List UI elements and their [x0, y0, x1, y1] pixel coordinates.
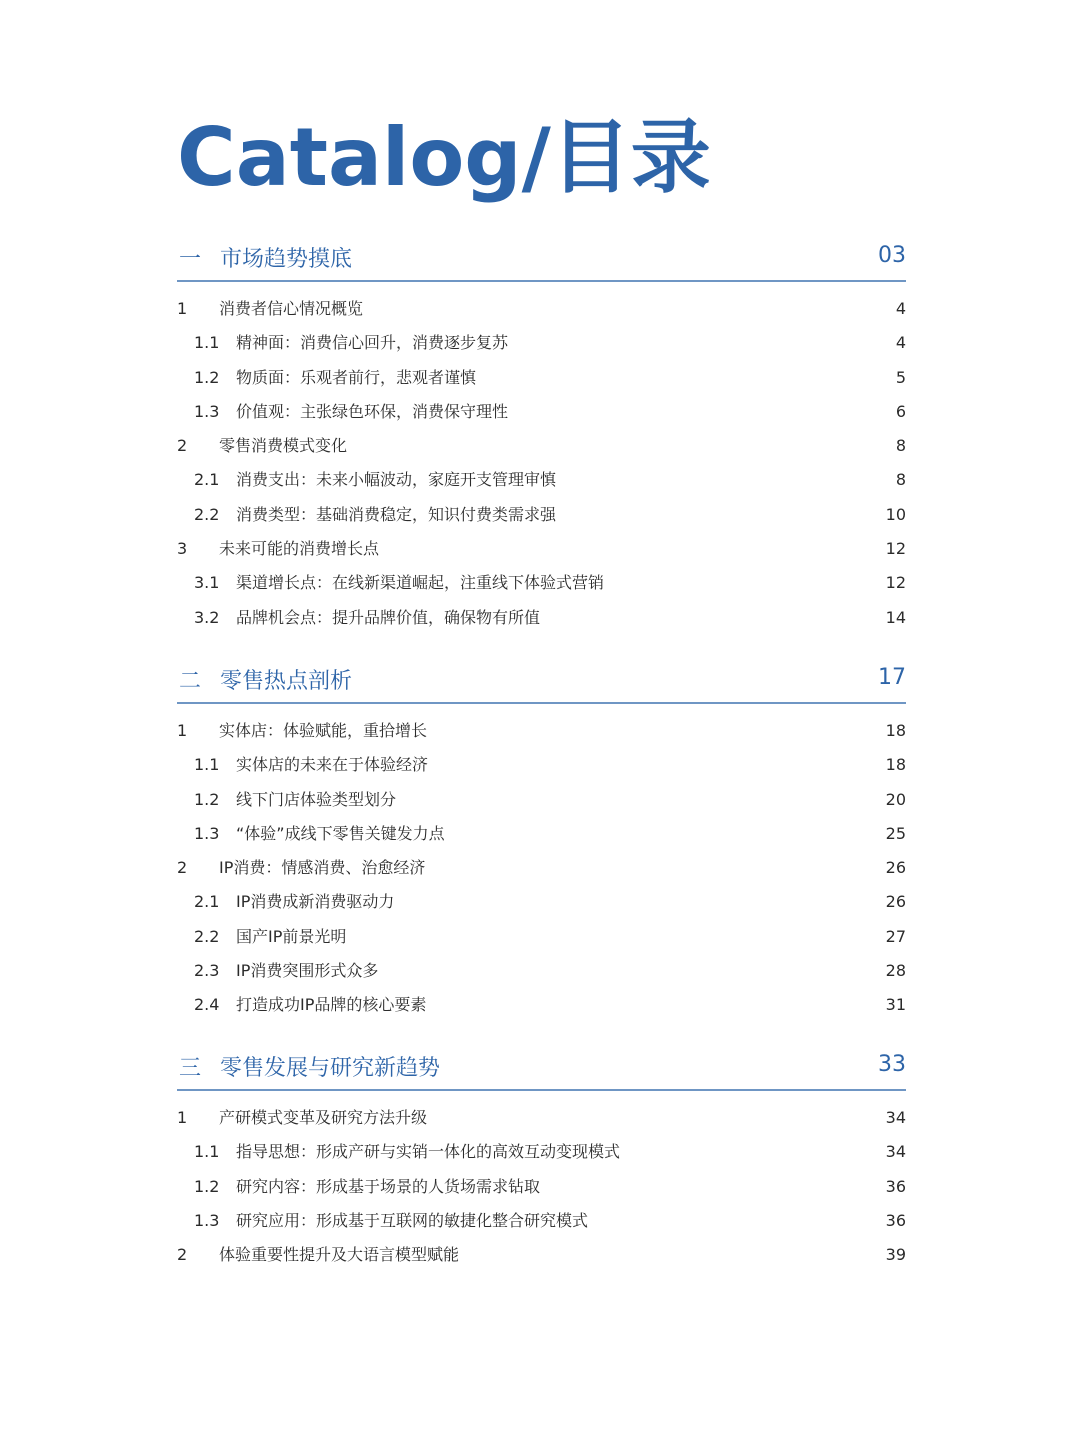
entry-number: 2 [177, 436, 188, 456]
toc-entry[interactable] [177, 988, 906, 1022]
entry-number: 1.3 [194, 823, 220, 843]
toc-entry[interactable] [177, 851, 906, 885]
entry-number: 2.3 [194, 961, 220, 981]
entry-label: 零售消费模式变化 [219, 436, 348, 456]
entry-label: 实体店：体验赋能，重拾增长 [219, 721, 428, 740]
entry-number: 1.3 [194, 401, 220, 421]
entry-page-number: 14 [885, 607, 906, 627]
entry-number: 3.1 [194, 573, 220, 593]
entry-number: 1.1 [194, 333, 220, 353]
entry-label: 物质面：乐观者前行，悲观者谨慎 [236, 367, 477, 387]
entry-label: 精神面：消费信心回升，消费逐步复苏 [236, 333, 509, 353]
section-header[interactable] [177, 654, 906, 704]
section-title: 市场趋势摸底 [220, 247, 353, 272]
entry-label: 打造成功IP品牌的核心要素 [236, 995, 427, 1015]
section-page-number: 03 [878, 243, 906, 268]
entry-number: 1.2 [194, 1176, 220, 1196]
toc-entry[interactable] [177, 532, 906, 566]
entry-label: 价值观：主张绿色环保，消费保守理性 [236, 401, 509, 421]
section-header[interactable] [177, 1041, 906, 1091]
toc-section [177, 1041, 906, 1272]
entry-page-number: 28 [885, 961, 906, 981]
toc-entry[interactable] [177, 817, 906, 851]
entry-page-number: 36 [885, 1176, 906, 1196]
entry-number: 1.1 [194, 755, 220, 775]
entry-page-number: 25 [885, 823, 906, 843]
toc-entry[interactable] [177, 748, 906, 782]
entry-number: 1.2 [194, 367, 220, 387]
entry-label: 体验重要性提升及大语言模型赋能 [219, 1245, 460, 1265]
toc-entry[interactable] [177, 326, 906, 360]
entry-page-number: 12 [885, 539, 906, 559]
section-number: 一 [179, 247, 202, 272]
entry-page-number: 8 [895, 470, 906, 490]
entry-number: 1.1 [194, 1142, 220, 1162]
section-entries [177, 1091, 906, 1272]
entry-number: 1 [177, 1108, 188, 1127]
entry-page-number: 20 [885, 789, 906, 809]
toc-entry[interactable] [177, 566, 906, 600]
toc-entry[interactable] [177, 395, 906, 429]
entry-label: IP消费成新消费驱动力 [236, 892, 395, 912]
entry-number: 3.2 [194, 607, 220, 627]
entry-number: 1.3 [194, 1210, 220, 1230]
entry-page-number: 39 [885, 1245, 906, 1265]
toc-entry[interactable] [177, 783, 906, 817]
toc-entry[interactable] [177, 463, 906, 497]
section-page-number: 17 [878, 665, 906, 690]
entry-number: 2.1 [194, 892, 220, 912]
entry-page-number: 10 [885, 504, 906, 524]
entry-label: 研究应用：形成基于互联网的敏捷化整合研究模式 [236, 1210, 589, 1230]
entry-label: 消费类型：基础消费稳定，知识付费类需求强 [236, 504, 557, 524]
toc-entry[interactable] [177, 601, 906, 635]
section-title: 零售发展与研究新趋势 [220, 1056, 441, 1081]
toc-entry[interactable] [177, 361, 906, 395]
toc-section [177, 654, 906, 1023]
toc-entry[interactable] [177, 714, 906, 748]
entry-label: 品牌机会点：提升品牌价值，确保物有所值 [236, 607, 541, 627]
entry-page-number: 26 [885, 858, 906, 878]
entry-number: 2.2 [194, 504, 220, 524]
entry-number: 1 [177, 721, 188, 740]
entry-label: 未来可能的消费增长点 [219, 539, 380, 559]
toc-entry[interactable] [177, 954, 906, 988]
section-number: 三 [179, 1056, 202, 1081]
section-entries [177, 282, 906, 635]
toc-entry[interactable] [177, 498, 906, 532]
toc-entry[interactable] [177, 920, 906, 954]
entry-number: 2 [177, 858, 188, 878]
entry-page-number: 5 [895, 367, 906, 387]
entry-number: 3 [177, 539, 188, 559]
toc-entry[interactable] [177, 1238, 906, 1272]
entry-number: 2.2 [194, 926, 220, 946]
entry-label: 指导思想：形成产研与实销一体化的高效互动变现模式 [236, 1142, 621, 1162]
toc-entry[interactable] [177, 429, 906, 463]
entry-label: IP消费：情感消费、治愈经济 [219, 858, 426, 878]
entry-label: “体验”成线下零售关键发力点 [236, 823, 445, 843]
toc-entry[interactable] [177, 1135, 906, 1169]
entry-page-number: 34 [885, 1108, 906, 1127]
entry-number: 1.2 [194, 789, 220, 809]
toc-section [177, 232, 906, 635]
toc-entry[interactable] [177, 1101, 906, 1135]
section-page-number: 33 [878, 1052, 906, 1077]
entry-number: 2.1 [194, 470, 220, 490]
entry-label: 消费支出：未来小幅波动，家庭开支管理审慎 [236, 470, 557, 490]
entry-label: 线下门店体验类型划分 [236, 789, 397, 809]
entry-page-number: 18 [885, 721, 906, 740]
toc-entry[interactable] [177, 1204, 906, 1238]
entry-label: 消费者信心情况概览 [219, 299, 364, 318]
entry-label: 产研模式变革及研究方法升级 [219, 1108, 428, 1127]
section-title: 零售热点剖析 [220, 669, 353, 694]
entry-page-number: 8 [895, 436, 906, 456]
entry-page-number: 12 [885, 573, 906, 593]
entry-page-number: 27 [885, 926, 906, 946]
toc-entry[interactable] [177, 1170, 906, 1204]
toc-entry[interactable] [177, 885, 906, 919]
entry-label: 渠道增长点：在线新渠道崛起，注重线下体验式营销 [236, 573, 605, 593]
entry-number: 1 [177, 299, 188, 318]
entry-label: IP消费突围形式众多 [236, 961, 379, 981]
section-header[interactable] [177, 232, 906, 282]
entry-number: 2.4 [194, 995, 220, 1015]
entry-label: 实体店的未来在于体验经济 [236, 755, 429, 775]
entry-page-number: 31 [885, 995, 906, 1015]
entry-page-number: 26 [885, 892, 906, 912]
entry-page-number: 4 [895, 333, 906, 353]
entry-label: 国产IP前景光明 [236, 926, 347, 946]
section-number: 二 [179, 669, 202, 694]
toc-entry[interactable] [177, 292, 906, 326]
entry-page-number: 18 [885, 755, 906, 775]
entry-page-number: 4 [895, 299, 906, 318]
entry-page-number: 6 [895, 401, 906, 421]
entry-number: 2 [177, 1245, 188, 1265]
entry-label: 研究内容：形成基于场景的人货场需求钻取 [236, 1176, 541, 1196]
entry-page-number: 36 [885, 1210, 906, 1230]
entry-page-number: 34 [885, 1142, 906, 1162]
section-entries [177, 704, 906, 1023]
page-title: Catalog/目录 [177, 111, 711, 204]
